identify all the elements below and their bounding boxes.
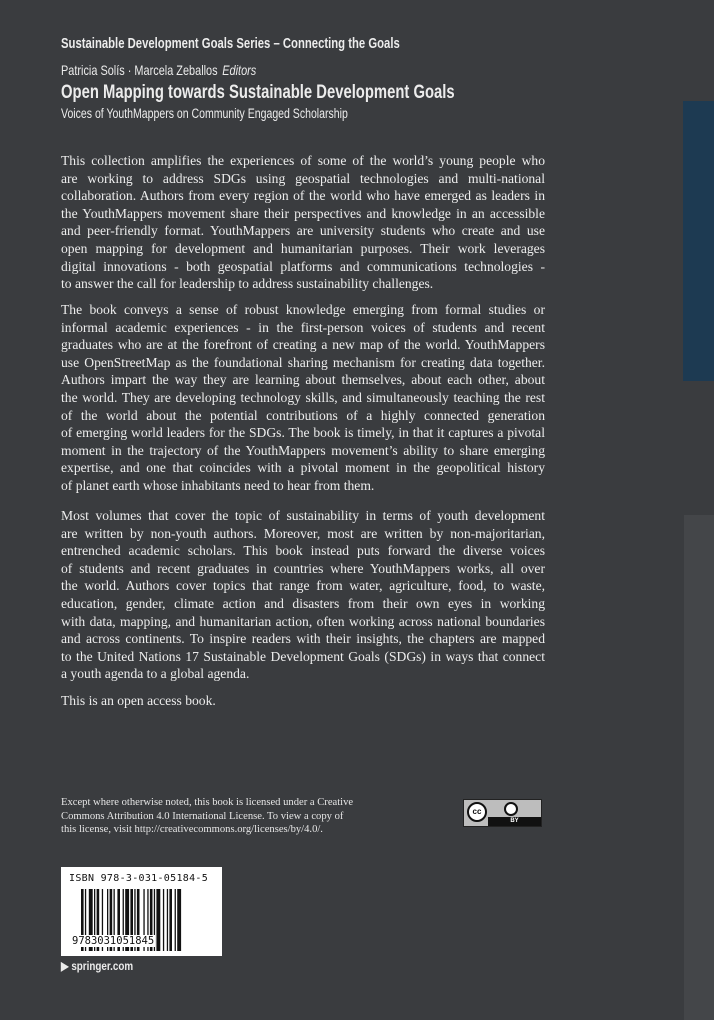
publisher-link-text: springer.com xyxy=(71,959,134,973)
text-line: education, gender, climate action and disasters from their own eyes in working xyxy=(61,595,545,611)
isbn-barcode xyxy=(61,867,222,956)
isbn-number: ISBN 978-3-031-05184-5 xyxy=(69,873,209,884)
text-line: are written by non-youth authors. Moreover, most are written by non-majoritarian, xyxy=(61,525,545,541)
cc-by-badge[interactable] xyxy=(463,799,542,827)
text-line: to the United Nations 17 Sustainable Development Goals (SDGs) in ways that connect xyxy=(61,648,545,664)
text-line: Authors impart the way they are learning about themselves, about each other, about xyxy=(61,372,545,388)
editors-role: Editors xyxy=(222,62,257,78)
barcode-bar xyxy=(177,889,181,951)
publisher-link[interactable] xyxy=(61,959,133,973)
text-line: the world. Authors cover topics that range from water, agriculture, food, to waste, xyxy=(61,578,545,594)
text-line: and peer-friendly format. YouthMappers are university students who create and use xyxy=(61,223,545,239)
book-subtitle: Voices of YouthMappers on Community Engaged Scholarship xyxy=(61,106,348,121)
text-line: expertise, and one that coincides with a pivotal moment in the geopolitical history xyxy=(61,460,545,476)
barcode-bar xyxy=(175,889,176,951)
cc-icon: cc xyxy=(467,802,487,822)
text-line: entrenched academic scholars. This book instead puts forward the diverse voices xyxy=(61,543,545,559)
blurb-paragraph-1 xyxy=(61,152,545,293)
blurb-paragraph-4 xyxy=(61,692,545,710)
blurb-paragraph-2 xyxy=(61,301,545,495)
text-line: Most volumes that cover the topic of sustainability in terms of youth development xyxy=(61,508,545,523)
spine-color-band xyxy=(683,101,714,381)
barcode-bar xyxy=(167,889,168,951)
text-line: of planet earth whose inhabitants need to hear from them. xyxy=(61,477,375,493)
ean-text: 9783031051845 xyxy=(72,935,155,947)
spine-grey-band xyxy=(684,515,714,1020)
text-line: and across continents. To inspire readers with their insights, the chapters are mapped xyxy=(61,631,545,647)
blurb-paragraph-3 xyxy=(61,507,545,683)
text-line: digital innovations - both geospatial platforms and communications technologies - xyxy=(61,258,545,274)
text-line: use OpenStreetMap as the foundational sharing mechanism for creating data together. xyxy=(61,354,545,370)
barcode-bar xyxy=(156,889,160,951)
text-line: of students and recent graduates in countries where YouthMappers works, all over xyxy=(61,560,545,576)
triangle-right-icon: ▶ xyxy=(61,959,69,973)
text-line: graduates who are at the forefront of creating a new map of the world. YouthMappers xyxy=(61,337,545,353)
text-line: with data, mapping, and humanitarian action, often working across national boundaries xyxy=(61,613,545,629)
text-line: informal academic experiences - in the first-person voices of students and recent xyxy=(61,319,545,335)
barcode-bar xyxy=(163,889,164,951)
text-line: the world. They are developing technology skills, and simultaneously teaching the rest xyxy=(61,389,545,405)
ean-digits xyxy=(71,935,155,947)
text-line: open mapping for development and humanitarian purposes. Their work leverages xyxy=(61,240,545,256)
text-line: This collection amplifies the experiences of some of the world’s young people who xyxy=(61,153,545,168)
text-line: of the world about the potential contributions of a highly connected generation xyxy=(61,407,545,423)
editor-names: Patricia Solís · Marcela Zeballos xyxy=(61,62,218,78)
series-title: Sustainable Development Goals Series – Connecting the Goals xyxy=(61,36,400,52)
text-line: collaboration. Authors from every region of the world who have emerged as leaders in xyxy=(61,188,545,204)
attribution-person-icon xyxy=(504,802,518,816)
text-line: moment in the trajectory of the YouthMappers movement’s ability to share emerging xyxy=(61,442,545,458)
editors xyxy=(61,62,256,78)
text-line: of emerging world leaders for the SDGs. The book is timely, in that it captures a pivotal xyxy=(61,425,545,441)
license-notice: Except where otherwise noted, this book is licensed under a Creative Commons Attribution 4.0 International License. To view a copy of this license, visit http://creativecommons.org/licenses/by/4.0/. xyxy=(61,797,354,835)
by-label: BY xyxy=(488,817,541,826)
text-line: the YouthMappers movement share their perspectives and knowledge in an accessible xyxy=(61,205,545,221)
book-title: Open Mapping towards Sustainable Development Goals xyxy=(61,82,455,103)
text-line: This is an open access book. xyxy=(61,693,216,708)
text-line: The book conveys a sense of robust knowledge emerging from formal studies or xyxy=(61,302,545,317)
barcode-bar xyxy=(169,889,172,951)
text-line: a youth agenda to a global agenda. xyxy=(61,666,250,682)
text-line: to answer the call for leadership to address sustainability challenges. xyxy=(61,276,434,292)
text-line: are working to address SDGs using geospatial technologies and multi-national xyxy=(61,170,545,186)
